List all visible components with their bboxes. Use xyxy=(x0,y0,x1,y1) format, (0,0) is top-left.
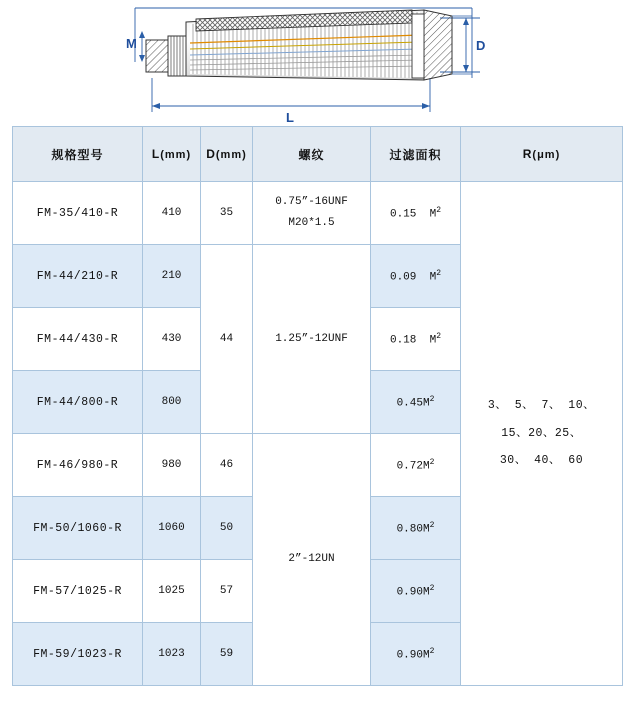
cell-thread: 2”-12UN xyxy=(253,434,371,686)
diagram-label-m: M xyxy=(126,36,137,51)
cell-diameter: 35 xyxy=(201,182,253,245)
cell-thread xyxy=(253,182,371,245)
cell-model: FM-50/1060-R xyxy=(13,497,143,560)
cell-diameter: 59 xyxy=(201,623,253,686)
header-length: L(mm) xyxy=(143,127,201,182)
cell-length: 430 xyxy=(143,308,201,371)
cell-filter-rating xyxy=(461,182,623,686)
cell-length: 1060 xyxy=(143,497,201,560)
table-header-row xyxy=(13,127,623,182)
cell-model: FM-44/210-R xyxy=(13,245,143,308)
table-row xyxy=(13,182,623,245)
filter-element-drawing xyxy=(0,0,634,126)
rating-line-1: 3、 5、 7、 10、 xyxy=(487,399,596,413)
cell-diameter: 46 xyxy=(201,434,253,497)
cell-model: FM-59/1023-R xyxy=(13,623,143,686)
header-filter-area: 过滤面积 xyxy=(371,127,461,182)
diagram-label-d: D xyxy=(476,38,486,53)
product-diagram xyxy=(0,0,634,126)
spec-table-container xyxy=(0,126,634,686)
header-thread: 螺纹 xyxy=(253,127,371,182)
specification-table xyxy=(12,126,623,686)
cell-area: $0.72M^2$ xyxy=(371,434,461,497)
thread-line-1: 0.75”-16UNF xyxy=(275,196,348,209)
right-end-cap xyxy=(412,10,452,80)
cell-area: 0.09 $M^2$ xyxy=(371,245,461,308)
diagram-label-l: L xyxy=(286,110,294,125)
rating-line-2: 15、20、25、 xyxy=(501,426,582,440)
header-diameter: D(mm) xyxy=(201,127,253,182)
header-model: 规格型号 xyxy=(13,127,143,182)
left-end-cap xyxy=(146,36,186,76)
cell-area: $0.90M^2$ xyxy=(371,623,461,686)
rating-line-3: 30、 40、 60 xyxy=(499,454,584,468)
cell-area: $0.80M^2$ xyxy=(371,497,461,560)
cell-diameter: 57 xyxy=(201,560,253,623)
cell-diameter: 50 xyxy=(201,497,253,560)
cell-model: FM-44/430-R xyxy=(13,308,143,371)
cell-area: 0.18 $M^2$ xyxy=(371,308,461,371)
cell-model: FM-35/410-R xyxy=(13,182,143,245)
cell-area: $0.90M^2$ xyxy=(371,560,461,623)
cell-model: FM-57/1025-R xyxy=(13,560,143,623)
cell-area: 0.15 $M^2$ xyxy=(371,182,461,245)
cell-length: 1025 xyxy=(143,560,201,623)
header-rating: R(μm) xyxy=(461,127,623,182)
cell-length: 980 xyxy=(143,434,201,497)
cell-model: FM-44/800-R xyxy=(13,371,143,434)
cell-area: $0.45M^2$ xyxy=(371,371,461,434)
cell-length: 210 xyxy=(143,245,201,308)
cell-length: 800 xyxy=(143,371,201,434)
cell-length: 410 xyxy=(143,182,201,245)
cell-thread: 1.25”-12UNF xyxy=(253,245,371,434)
cell-diameter: 44 xyxy=(201,245,253,434)
thread-line-2: M20*1.5 xyxy=(288,217,335,229)
cell-length: 1023 xyxy=(143,623,201,686)
cell-model: FM-46/980-R xyxy=(13,434,143,497)
